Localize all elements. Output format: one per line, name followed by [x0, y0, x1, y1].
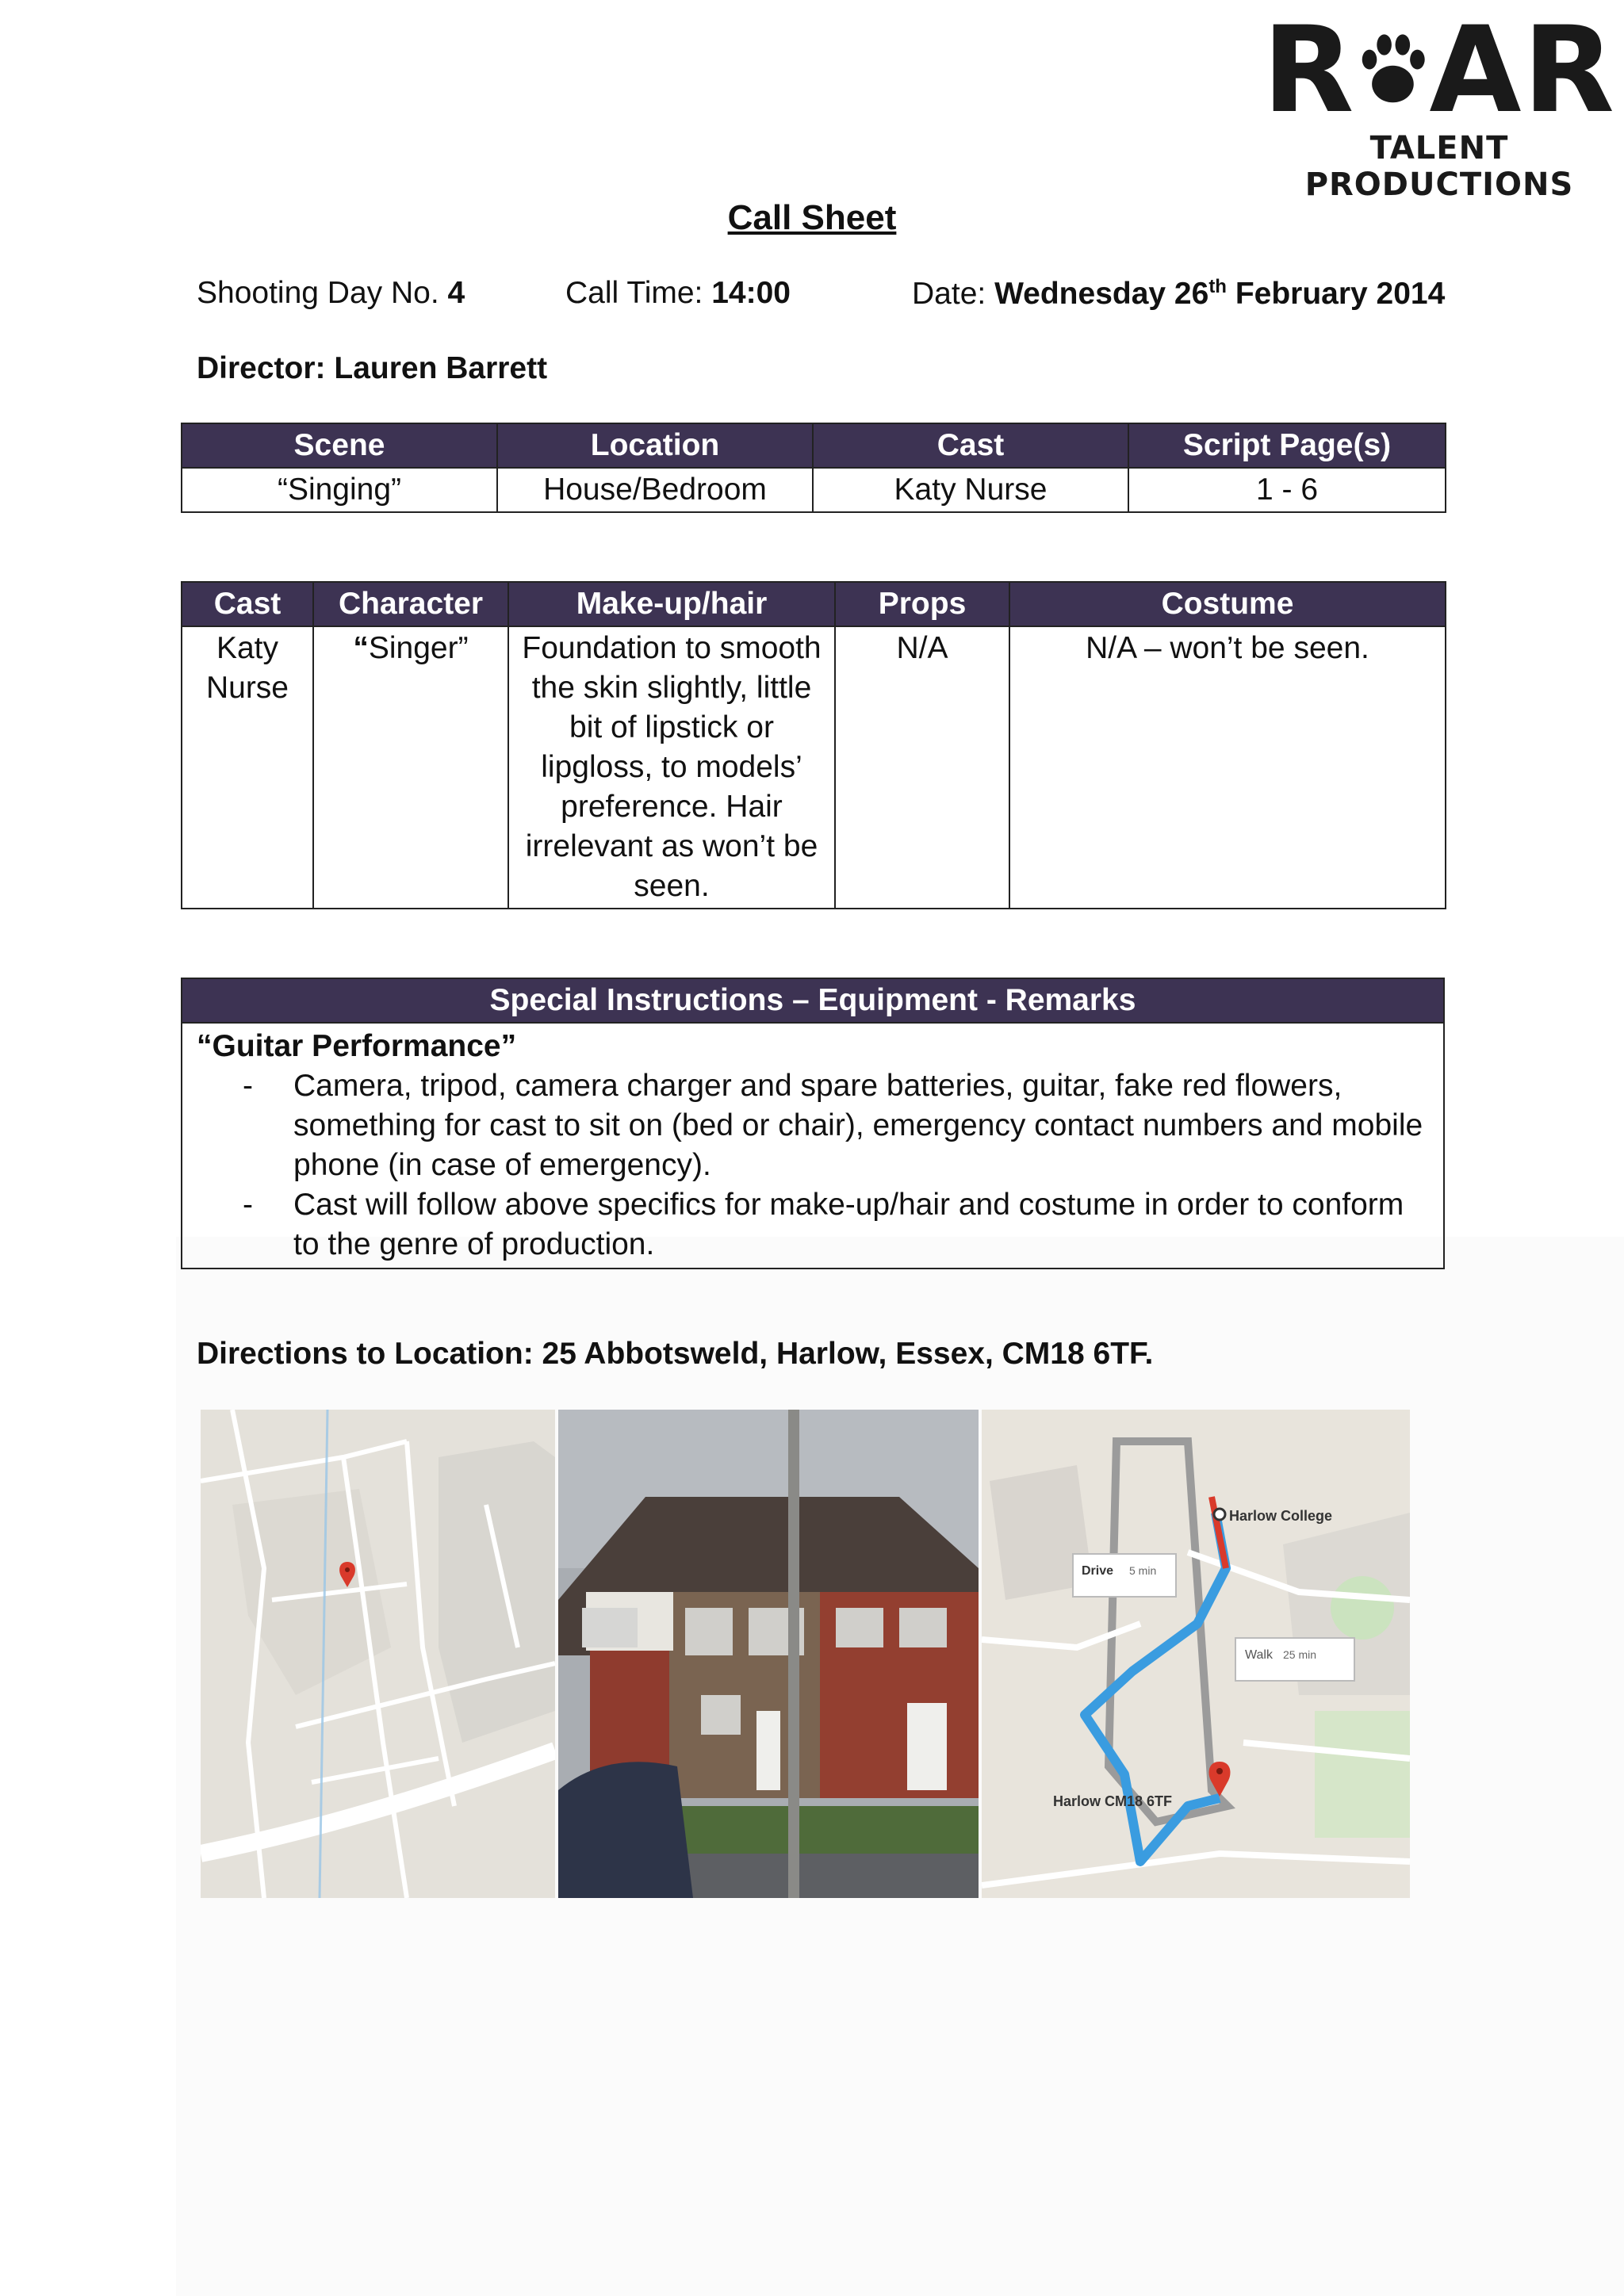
cell-cast: Katy Nurse — [813, 468, 1128, 512]
scene-table — [181, 423, 1446, 513]
director: Director: Lauren Barrett — [197, 351, 548, 385]
header-location: Location — [497, 423, 813, 468]
header-makeup-hair: Make-up/hair — [508, 582, 835, 626]
character-open-quote: “ — [353, 631, 369, 665]
logo-wordmark: R AR — [1262, 2, 1616, 140]
header-special-instructions: Special Instructions – Equipment - Remarks — [182, 978, 1444, 1023]
street-map-image — [201, 1410, 555, 1898]
bullet-text: Camera, tripod, camera charger and spare batteries, guitar, fake red flowers, something for cast to sit on (bed or chair), emergency contact numbers and mobile phone (in case of emergency). — [293, 1069, 1423, 1182]
cell-props: N/A — [835, 626, 1009, 909]
table-header-row — [182, 582, 1446, 626]
header-character: Character — [313, 582, 508, 626]
cell-character — [313, 626, 508, 909]
header-cast: Cast — [182, 582, 313, 626]
header-props: Props — [835, 582, 1009, 626]
map-walk-label: Walk — [1245, 1648, 1273, 1662]
table-row — [182, 1023, 1444, 1269]
date-label: Date: — [912, 277, 986, 311]
date-rest: February 2014 — [1235, 277, 1446, 311]
table-row — [182, 468, 1446, 512]
route-map-image — [982, 1410, 1410, 1898]
call-time-value: 14:00 — [711, 276, 791, 310]
map-walk-time: 25 min — [1283, 1648, 1317, 1661]
directions-heading: Directions to Location: 25 Abbotsweld, Harlow, Essex, CM18 6TF. — [197, 1337, 1154, 1371]
table-header-row — [182, 978, 1444, 1023]
bullet-dash: - — [243, 1188, 253, 1222]
roar-logo — [1262, 2, 1616, 203]
shoot-date — [912, 276, 1445, 312]
cell-costume: N/A – won’t be seen. — [1009, 626, 1446, 909]
cell-location: House/Bedroom — [497, 468, 813, 512]
paw-print-icon — [1356, 15, 1430, 126]
list-item — [197, 1185, 1429, 1265]
character-name: Singer” — [368, 631, 469, 665]
house-photo — [558, 1410, 979, 1898]
special-instructions-table — [181, 978, 1445, 1269]
logo-subtitle: TALENT PRODUCTIONS — [1304, 130, 1574, 203]
instructions-subtitle: “Guitar Performance” — [197, 1029, 517, 1063]
bullet-text: Cast will follow above specifics for make-up/hair and costume in order to conform to the genre of production. — [293, 1188, 1404, 1261]
cell-cast: Katy Nurse — [182, 626, 313, 909]
header-costume: Costume — [1009, 582, 1446, 626]
header-script-pages: Script Page(s) — [1128, 423, 1446, 468]
date-suffix: th — [1208, 276, 1227, 297]
instructions-cell — [182, 1023, 1444, 1269]
shooting-day-label: Shooting Day No. — [197, 276, 439, 310]
cell-makeup-hair: Foundation to smooth the skin slightly, little bit of lipstick or lipgloss, to models’ preference. Hair irrelevant as won’t be seen. — [508, 626, 835, 909]
header-cast: Cast — [813, 423, 1128, 468]
call-time-label: Call Time: — [565, 276, 703, 310]
cast-table — [181, 581, 1446, 909]
shooting-day — [197, 276, 465, 311]
map-drive-label: Drive — [1082, 1564, 1114, 1578]
map-label-harlow-college: Harlow College — [1229, 1508, 1333, 1524]
shooting-day-value: 4 — [447, 276, 465, 310]
page-title: Call Sheet — [727, 198, 897, 237]
date-day: Wednesday 26 — [994, 277, 1209, 311]
cell-script-pages: 1 - 6 — [1128, 468, 1446, 512]
table-row — [182, 626, 1446, 909]
cell-scene: “Singing” — [182, 468, 497, 512]
map-drive-time: 5 min — [1129, 1564, 1157, 1577]
origin-marker-icon — [1214, 1509, 1225, 1520]
header-scene: Scene — [182, 423, 497, 468]
table-header-row — [182, 423, 1446, 468]
bullet-dash: - — [243, 1069, 253, 1103]
call-time — [565, 276, 791, 311]
list-item — [197, 1066, 1429, 1185]
map-label-destination: Harlow CM18 6TF — [1053, 1793, 1173, 1809]
